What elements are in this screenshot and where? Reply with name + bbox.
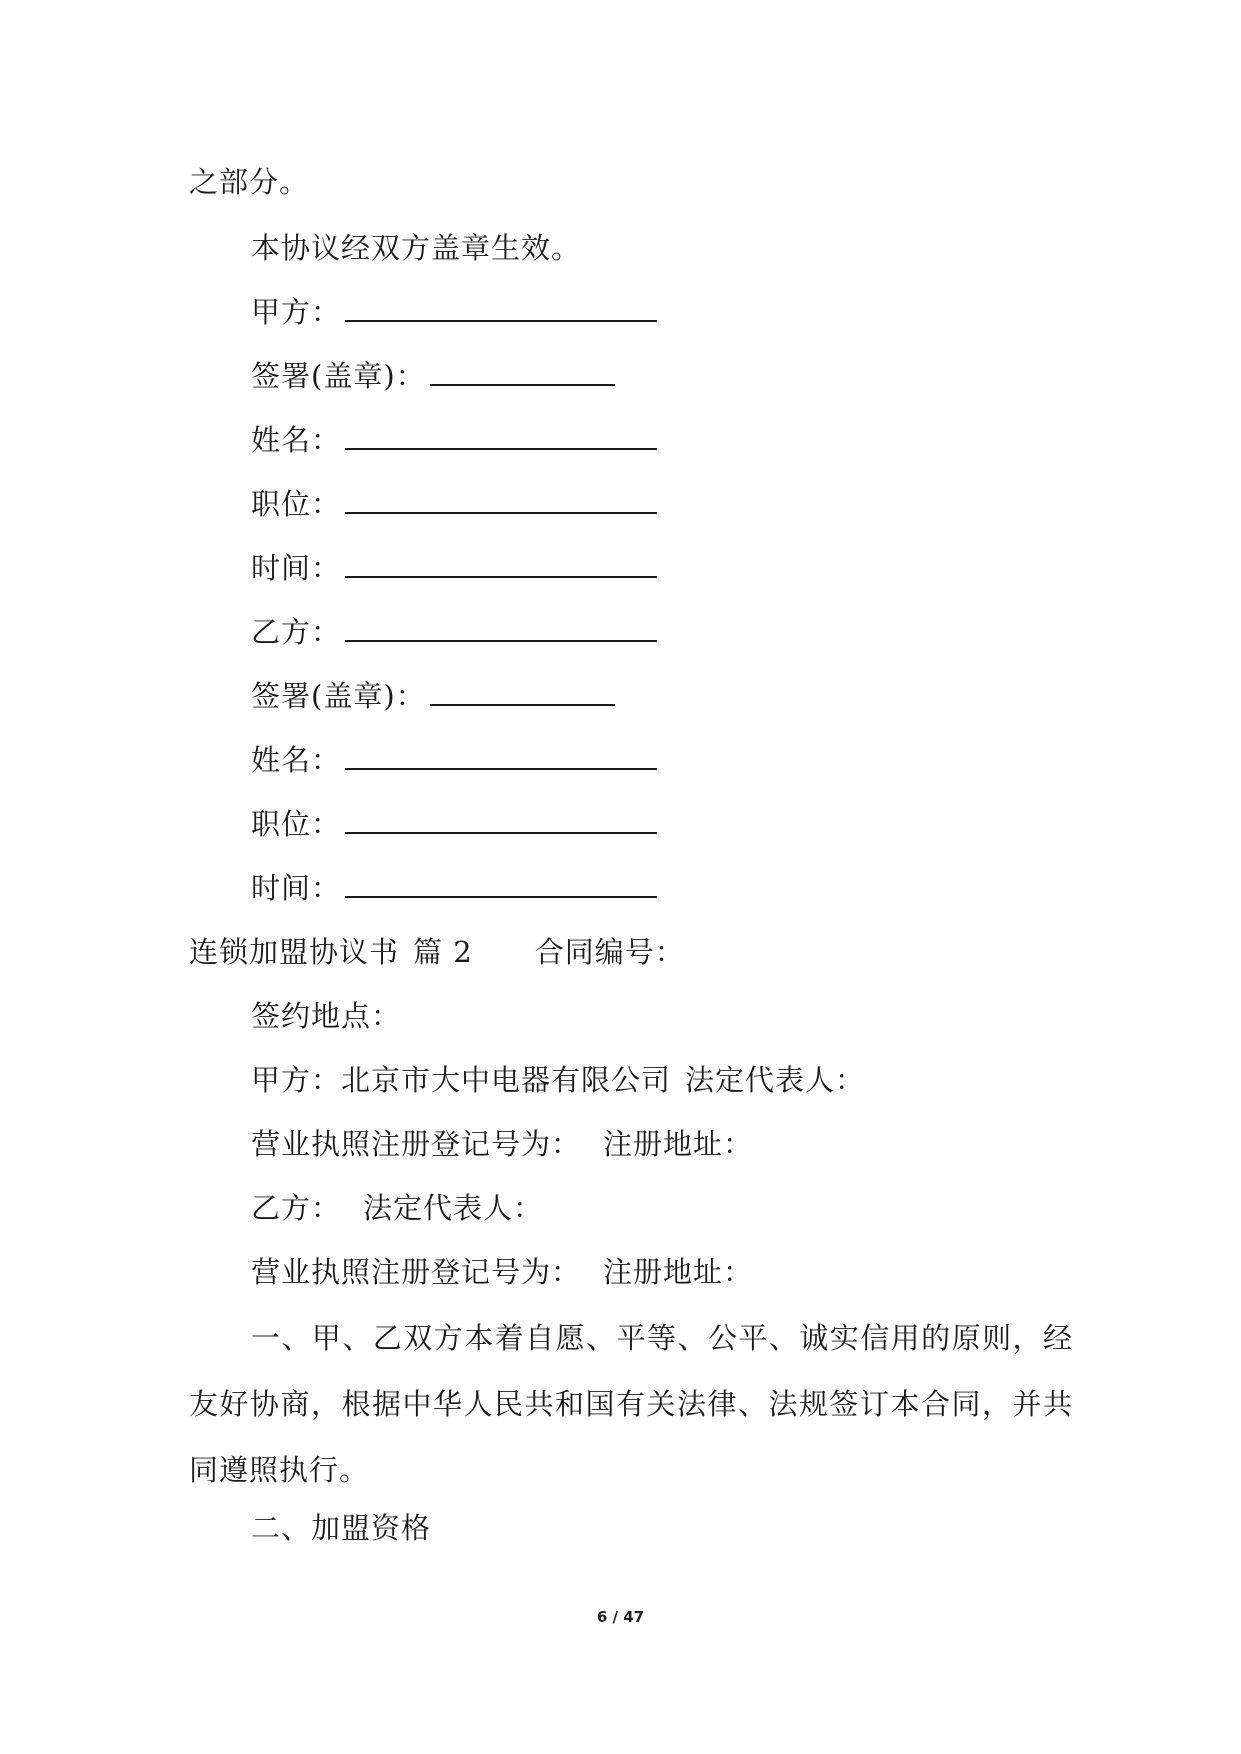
- label: 职位：: [251, 807, 342, 841]
- sign-seal-line: [251, 354, 1111, 398]
- label: 签署(盖章)：: [251, 359, 426, 393]
- text-line: [251, 1058, 1111, 1102]
- label: 签署(盖章)：: [251, 679, 426, 713]
- text-line: [251, 1250, 1111, 1294]
- label: 时间：: [251, 551, 342, 585]
- blank-underline: [345, 490, 657, 514]
- date-line: [251, 866, 1111, 910]
- section-heading: [189, 930, 1089, 974]
- legal-rep-label: 法定代表人：: [363, 1191, 544, 1225]
- blank-underline: [345, 426, 657, 450]
- party-b-line: [251, 610, 1111, 654]
- text-line: [251, 226, 1111, 270]
- text: 本协议经双方盖章生效。: [251, 231, 582, 265]
- name-line: [251, 418, 1111, 462]
- text-line: [189, 160, 1089, 204]
- blank-underline: [345, 618, 657, 642]
- party-b-label: 乙方：: [251, 1191, 342, 1225]
- contract-number-label: 合同编号：: [534, 935, 685, 969]
- blank-underline: [345, 746, 657, 770]
- blank-underline: [345, 298, 657, 322]
- document-title: 连锁加盟协议书: [189, 935, 400, 969]
- text-line: [251, 1122, 1111, 1166]
- paragraph: 一、甲、乙双方本着自愿、平等、公平、诚实信用的原则，经友好协商，根据中华人民共和国有关法律、法规签订本合同，并共同遵照执行。: [189, 1321, 1073, 1487]
- label: 姓名：: [251, 743, 342, 777]
- blank-underline: [430, 682, 615, 706]
- label: 甲方：: [251, 295, 342, 329]
- label: 职位：: [251, 487, 342, 521]
- address-label: 注册地址：: [603, 1255, 754, 1289]
- sign-seal-line: [251, 674, 1111, 718]
- position-line: [251, 482, 1111, 526]
- text-line: [251, 994, 1111, 1038]
- label: 时间：: [251, 871, 342, 905]
- party-a-name: 甲方：北京市大中电器有限公司: [251, 1063, 672, 1097]
- name-line: [251, 738, 1111, 782]
- section-heading: [251, 1506, 1111, 1550]
- license-no-label: 营业执照注册登记号为：: [251, 1127, 582, 1161]
- blank-underline: [345, 554, 657, 578]
- position-line: [251, 802, 1111, 846]
- section-number: 篇 2: [413, 935, 473, 969]
- text-line: [251, 1186, 1111, 1230]
- signing-place-label: 签约地点：: [251, 999, 402, 1033]
- blank-underline: [345, 810, 657, 834]
- legal-rep-label: 法定代表人：: [685, 1063, 866, 1097]
- blank-underline: [345, 874, 657, 898]
- party-a-line: [251, 290, 1111, 334]
- label: 姓名：: [251, 423, 342, 457]
- date-line: [251, 546, 1111, 590]
- text: 二、加盟资格: [251, 1511, 432, 1545]
- label: 乙方：: [251, 615, 342, 649]
- text: 之部分。: [189, 165, 310, 199]
- address-label: 注册地址：: [603, 1127, 754, 1161]
- page-number: 6 / 47: [596, 1608, 645, 1626]
- blank-underline: [430, 362, 615, 386]
- license-no-label: 营业执照注册登记号为：: [251, 1255, 582, 1289]
